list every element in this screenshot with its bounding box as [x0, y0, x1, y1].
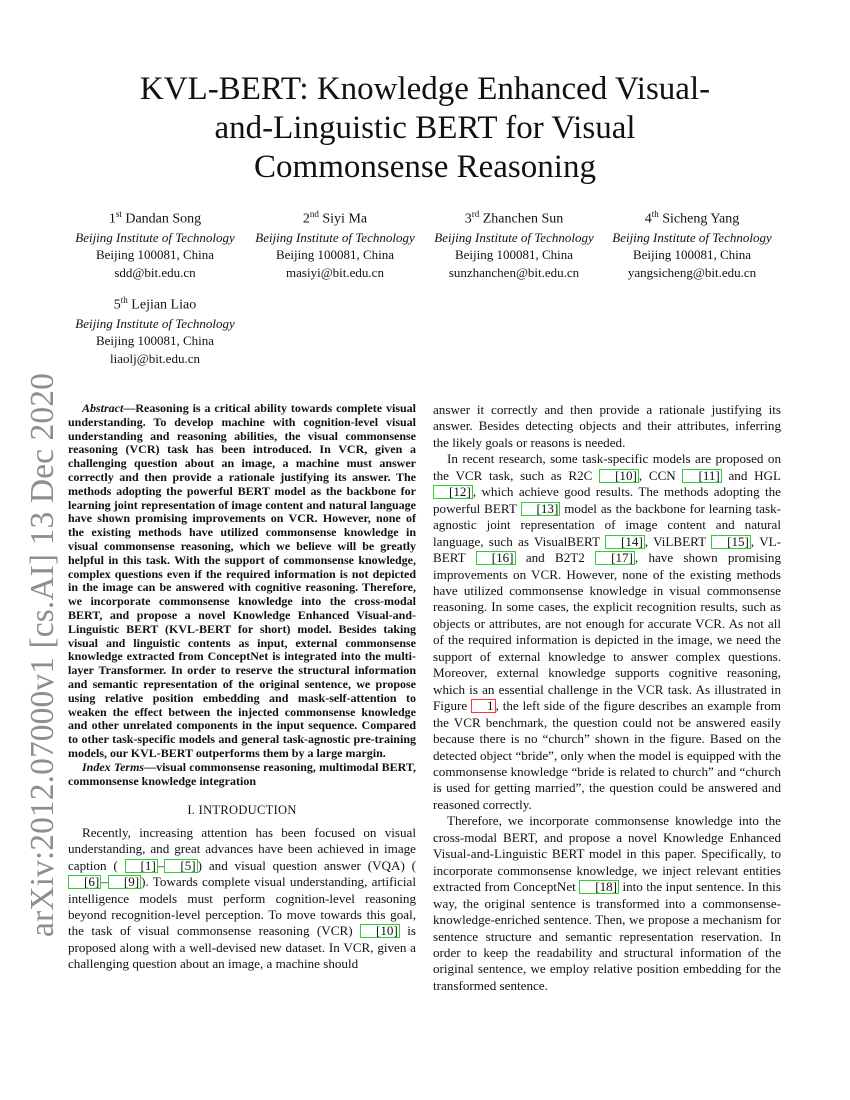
author-address: Beijing 100081, China — [275, 247, 395, 263]
author-block — [65, 206, 245, 281]
abstract: Abstract—Reasoning is a critical ability towards complete visual understanding. To develop machine with cognition-level visual understanding and reasoning abilities, the visual commonsense reasoning (VCR) task has been introduced. In VCR, given a challenging question about an image, a machine must answer correctly and then provide a rationale justifying its answer. The methods adopting the powerful BERT model as the backbone for learning joint representation of image content and natural language have shown promising improvements on VCR. However, none of the existing methods have utilized commonsense knowledge in visual commonsense reasoning, which we believe will be greatly helpful in this task. With the support of commonsense knowledge, complex questions even if the required information is not depicted in the image can be answered with cognitive reasoning. Therefore, we incorporate commonsense knowledge into the cross-modal BERT, and propose a novel Knowledge Enhanced Visual-and-Linguistic BERT (KVL-BERT for short) model. Besides taking visual and linguistic contents as input, external commonsense knowledge extracted from ConceptNet is integrated into the multi-layer Transformer. In order to reserve the structural information and semantic representation of the original sentence, we propose using relative position embedding and mask-self-attention to weaken the effect between the injected commonsense knowledge and other unrelated components in the input sequence. Compared to other task-specific models and general task-agnostic pre-training models, our KVL-BERT outperforms them by a large margin. — [68, 401, 416, 760]
author-affiliation: Beijing Institute of Technology — [75, 316, 235, 332]
citation-link[interactable]: [10] — [360, 924, 400, 938]
section-heading: I. INTRODUCTION — [187, 803, 297, 818]
paper-title: KVL-BERT: Knowledge Enhanced Visual-and-Linguistic BERT for Visual Commonsense Reasoning — [139, 71, 711, 185]
figure-link[interactable]: 1 — [471, 699, 496, 713]
citation-link[interactable]: [6] — [68, 875, 101, 889]
citation-link[interactable]: [18] — [579, 880, 619, 894]
body-paragraph: answer it correctly and then provide a rationale justifying its answer. Besides detecting objects and their attributes, inferring the likely goals or reasons is needed. — [433, 402, 781, 450]
body-paragraph: In recent research, some task-specific models are proposed on the VCR task, such as R2C [10] , CCN [11] and HGL [12] , which achieve good results. The methods adopting the powerful BERT [13] model as the backbone for learning task-agnostic joint representation of image content and natural language, such as VisualBERT [14] , ViLBERT [15] , VL-BERT [16] and B2T2 [17] , have shown promising improvements on VCR. However, none of the existing methods have utilized commonsense knowledge in visual commonsense reasoning. In some cases, the explicit recognition results, such as objects or attributes, are not enough for accurate VCR. As not all of the required information is depicted in the image, we need the support of external knowledge to answer complex questions. Moreover, external knowledge supports cognitive reasoning, which is an essential challenge in the VCR task. As illustrated in Figure 1 , the left side of the figure describes an example from the VCR benchmark, the question could not be answered easily because there is no “church” shown in the figure. Based on the detected object “bride”, only when the model is equipped with the commonsense knowledge “bride is related to church” and “church is used for getting married”, the question could be answered and reasoned correctly. — [433, 451, 782, 812]
citation-link[interactable]: [11] — [682, 469, 721, 483]
citation-link[interactable]: [5] — [164, 859, 197, 873]
left-column — [68, 402, 416, 973]
author-affiliation: Beijing Institute of Technology — [612, 230, 772, 246]
body-paragraph: Therefore, we incorporate commonsense knowledge into the cross-modal BERT, and propose a novel Knowledge Enhanced Visual-and-Linguistic BERT model in this paper. Specifically, to incorporate commonsense knowledge, we inject relevant entities extracted from ConceptNet [18] into the input sentence. In this way, the original sentence is transformed into a commonsense-knowledge-enriched sentence. Then, we propose a mechanism for sentence structure and semantic representation reservation. In order to keep the readability and structural information of the original sentence, we employ relative position embedding for the transformed sentence. — [433, 813, 781, 993]
author-name: 4th Sicheng Yang — [644, 209, 740, 227]
citation-link[interactable]: [10] — [599, 469, 639, 483]
author-name: 2nd Siyi Ma — [302, 209, 368, 227]
author-affiliation: Beijing Institute of Technology — [434, 230, 594, 246]
citation-link[interactable]: [12] — [433, 485, 473, 499]
author-email: sunzhanchen@bit.edu.cn — [448, 264, 580, 280]
citation-link[interactable]: [17] — [595, 551, 635, 565]
author-email: liaolj@bit.edu.cn — [110, 350, 200, 366]
author-address: Beijing 100081, China — [95, 333, 215, 349]
index-terms: Index Terms—visual commonsense reasoning, multimodal BERT, commonsense knowledge integration — [68, 759, 416, 788]
author-email: sdd@bit.edu.cn — [114, 264, 196, 280]
author-address: Beijing 100081, China — [95, 247, 215, 263]
author-block — [602, 206, 782, 281]
author-email: masiyi@bit.edu.cn — [286, 264, 384, 280]
author-affiliation: Beijing Institute of Technology — [255, 230, 415, 246]
author-block — [65, 292, 245, 367]
citation-link[interactable]: [16] — [476, 551, 516, 565]
author-name: 1st Dandan Song — [108, 209, 202, 227]
citation-link[interactable]: [14] — [605, 535, 645, 549]
right-column — [433, 402, 781, 994]
citation-link[interactable]: [9] — [108, 875, 141, 889]
author-block — [424, 206, 604, 281]
author-block — [245, 206, 425, 281]
citation-link[interactable]: [1] — [125, 859, 158, 873]
author-affiliation: Beijing Institute of Technology — [75, 230, 235, 246]
author-email: yangsicheng@bit.edu.cn — [627, 264, 757, 280]
author-address: Beijing 100081, China — [632, 247, 752, 263]
citation-link[interactable]: [13] — [521, 502, 561, 516]
body-paragraph: Recently, increasing attention has been focused on visual understanding, and great advances have been achieved in image caption ( [1] – [5] ) and visual question answer (VQA) ( [6] – [9] ). Towards complete visual understanding, artificial intelligence models must perform cognition-level reasoning beyond recognition-level perception. To move towards this goal, the task of visual commonsense reasoning (VCR) [10] is proposed along with a well-devised new dataset. In VCR, given a challenging question about an image, a machine should — [68, 824, 416, 972]
author-name: 5th Lejian Liao — [113, 295, 197, 313]
author-name: 3rd Zhanchen Sun — [464, 209, 564, 227]
arxiv-identifier: arXiv:2012.07000v1 [cs.AI] 13 Dec 2020 — [24, 373, 61, 937]
author-address: Beijing 100081, China — [454, 247, 574, 263]
citation-link[interactable]: [15] — [711, 535, 751, 549]
